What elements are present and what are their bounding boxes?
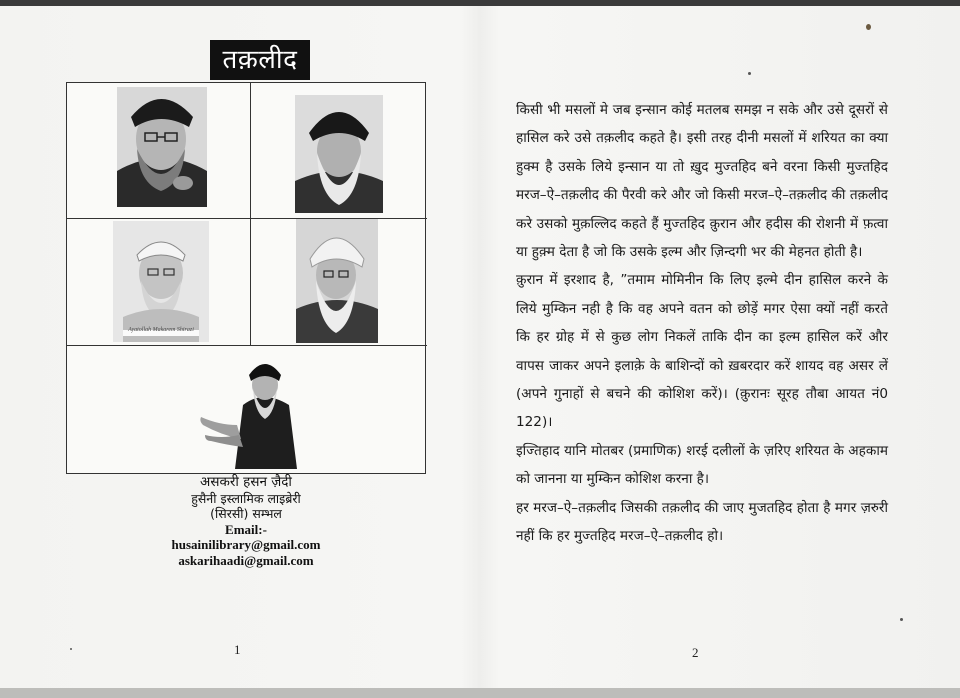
portrait-grid xyxy=(66,82,426,474)
portrait-caption: Ayatollah Makarem Shirazi xyxy=(128,327,194,333)
scan-speck xyxy=(70,648,72,650)
grid-divider xyxy=(67,345,427,346)
portrait-image xyxy=(113,221,209,342)
scan-speck xyxy=(748,72,751,75)
scan-speck xyxy=(900,618,903,621)
paragraph: किसी भी मसलों मे जब इन्सान कोई मतलब समझ न सके और उसे दूसरों से हासिल करे उसे तक़लीद कहते है। इसी तरह दीनी मसलों में शरियत का क्या हुक्म है उसके लिये इन्सान या तो ख़ुद मुज्तहिद बने वरना किसी मुज्तहिद मरज–ऐ–तक़लीद की पैरवी करे और जो किसी मरज–ऐ–तक़लीद की तक़लीद करे उसको मुक़ल्लिद कहते हैं मुज्तहिद क़ुरान और हदीस की रोशनी में फ़त्वा या हुक़्म देता है जो कि उसके इल्म और ज़िन्दगी भर की मेहनत होती है। xyxy=(516,102,888,261)
email-label: Email:- xyxy=(225,521,267,537)
author-credits xyxy=(146,475,346,568)
portrait-image xyxy=(296,219,378,343)
page-number: 2 xyxy=(692,645,699,660)
author-name: असकरी हसन ज़ैदी xyxy=(200,474,292,490)
page-number: 1 xyxy=(234,642,241,657)
paragraph: इज्तिहाद यानि मोतबर (प्रमाणिक) शरई दलीलों के ज़रिए शरियत के अहकाम को जानना या मुम्किन कोशिश करना है। xyxy=(516,442,888,488)
library-location: (सिरसी) सम्भल xyxy=(210,506,282,521)
page-title: तक़लीद xyxy=(210,40,310,80)
email-address: husainilibrary@gmail.com xyxy=(171,537,321,552)
paragraph: क़ुरान में इरशाद है, ”तमाम मोमिनीन कि लिए इल्मे दीन हासिल करने के लिये मुम्किन नही है कि वह अपने वतन को छोड़ें मगर ऐसा क्यों नहीं करते कि हर ग्रोह में से कुछ लोग निकलें ताकि दीन का इल्म हासिल करें और वापस जाकर अपने इलाक़े के बाशिन्दों को ख़बरदार करें शायद वह असर लें (अपने गुनाहों से बचने की कोशिश करें)। (क़ुरानः सूरह तौबा आयत नं0 122)। xyxy=(516,272,888,431)
portrait-image xyxy=(193,349,303,469)
scan-speck xyxy=(866,24,871,30)
portrait-image xyxy=(295,95,383,213)
paragraph: हर मरज–ऐ–तक़लीद जिसकी तक़लीद की जाए मुजतहिद होता है मगर ज़रुरी नहीं कि हर मुज्तहिद मरज–ऐ–तक़लीद हो। xyxy=(516,499,888,545)
library-name: हुसैनी इस्लामिक लाइब्रेरी xyxy=(191,490,301,506)
scan-bottom-edge xyxy=(0,688,960,698)
grid-divider xyxy=(250,83,251,345)
portrait-image xyxy=(117,87,207,207)
body-text xyxy=(516,96,888,551)
email-address: askarihaadi@gmail.com xyxy=(178,552,314,568)
